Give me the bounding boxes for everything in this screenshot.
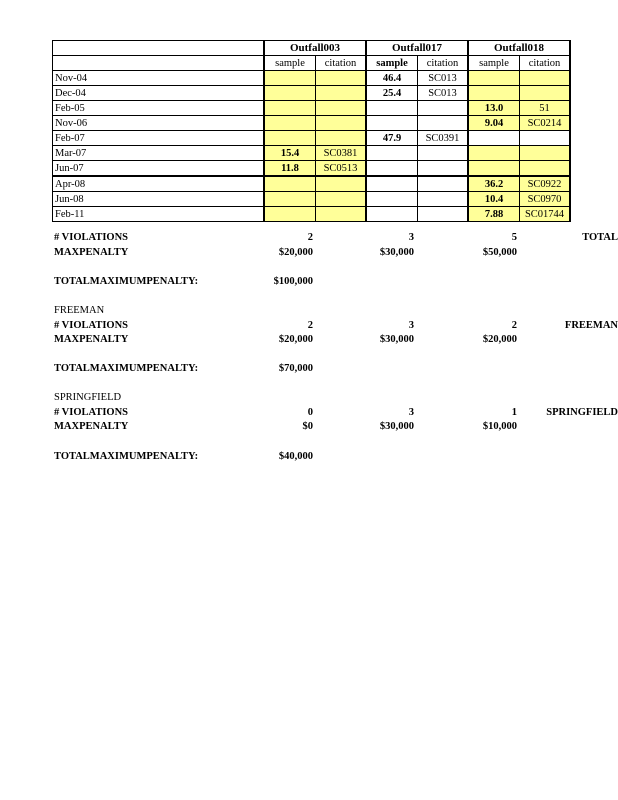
total-max-penalty-label: TOTALMAXIMUMPENALTY: bbox=[54, 451, 199, 462]
sample-cell-outfall017 bbox=[366, 101, 418, 116]
date-header-cell bbox=[53, 56, 265, 71]
citation-cell-outfall017 bbox=[418, 116, 469, 131]
violations-outfall018: 2 bbox=[511, 320, 517, 331]
sample-cell-outfall017 bbox=[366, 176, 418, 192]
total-max-penalty-label: TOTALMAXIMUMPENALTY: bbox=[54, 363, 199, 374]
sample-cell-outfall017 bbox=[366, 146, 418, 161]
sample-cell-outfall018 bbox=[468, 131, 520, 146]
citation-cell-outfall018 bbox=[520, 146, 571, 161]
total-max-penalty-label: TOTALMAXIMUMPENALTY: bbox=[54, 276, 199, 287]
date-cell: Nov-04 bbox=[53, 71, 265, 86]
sample-header-1: sample bbox=[366, 56, 418, 71]
penalty-outfall018: $10,000 bbox=[482, 421, 517, 432]
sample-cell-outfall018: 9.04 bbox=[468, 116, 520, 131]
citation-cell-outfall018 bbox=[520, 131, 571, 146]
sample-cell-outfall003: 11.8 bbox=[264, 161, 316, 177]
violations-outfall003: 2 bbox=[307, 320, 313, 331]
sample-cell-outfall003 bbox=[264, 207, 316, 222]
violations-outfall018: 1 bbox=[511, 407, 517, 418]
table-row bbox=[53, 101, 571, 116]
corner-cell bbox=[53, 41, 265, 56]
citation-cell-outfall017: SC013 bbox=[418, 86, 469, 101]
sample-cell-outfall017: 46.4 bbox=[366, 71, 418, 86]
citation-cell-outfall018 bbox=[520, 161, 571, 177]
header-row-columns bbox=[53, 56, 571, 71]
citation-cell-outfall017 bbox=[418, 207, 469, 222]
citation-cell-outfall018 bbox=[520, 86, 571, 101]
springfield-violations-row bbox=[0, 407, 618, 421]
violations-label: # VIOLATIONS bbox=[54, 232, 129, 243]
violations-label: # VIOLATIONS bbox=[54, 407, 129, 418]
penalty-outfall018: $50,000 bbox=[482, 247, 517, 258]
violations-outfall017: 3 bbox=[408, 232, 414, 243]
total-max-penalty-value: $100,000 bbox=[273, 276, 313, 287]
date-cell: Jun-07 bbox=[53, 161, 265, 177]
citation-cell-outfall017 bbox=[418, 161, 469, 177]
freeman-heading: FREEMAN bbox=[54, 305, 105, 316]
sample-cell-outfall003 bbox=[264, 101, 316, 116]
sample-cell-outfall003 bbox=[264, 86, 316, 101]
sample-cell-outfall003 bbox=[264, 176, 316, 192]
violations-outfall018: 5 bbox=[511, 232, 517, 243]
sample-cell-outfall017 bbox=[366, 207, 418, 222]
date-cell: Nov-06 bbox=[53, 116, 265, 131]
total-penalty-row bbox=[0, 247, 618, 261]
freeman-total-row bbox=[0, 363, 618, 377]
total-max-penalty-value: $70,000 bbox=[278, 363, 313, 374]
penalty-label: MAXPENALTY bbox=[54, 247, 129, 258]
sample-cell-outfall018: 13.0 bbox=[468, 101, 520, 116]
date-cell: Apr-08 bbox=[53, 176, 265, 192]
sample-cell-outfall018: 10.4 bbox=[468, 192, 520, 207]
citation-cell-outfall017: SC0391 bbox=[418, 131, 469, 146]
violations-side-label: SPRINGFIELD bbox=[546, 407, 618, 418]
sample-cell-outfall003 bbox=[264, 192, 316, 207]
citation-cell-outfall018: SC0970 bbox=[520, 192, 571, 207]
date-cell: Feb-07 bbox=[53, 131, 265, 146]
citation-cell-outfall003 bbox=[316, 71, 367, 86]
sample-cell-outfall017: 25.4 bbox=[366, 86, 418, 101]
outfall-header-0: Outfall003 bbox=[264, 41, 366, 56]
table-row bbox=[53, 192, 571, 207]
citation-cell-outfall003 bbox=[316, 131, 367, 146]
total-max-penalty-value: $40,000 bbox=[278, 451, 313, 462]
sample-cell-outfall017: 47.9 bbox=[366, 131, 418, 146]
violations-side-label: FREEMAN bbox=[564, 320, 618, 331]
table-row bbox=[53, 86, 571, 101]
date-cell: Dec-04 bbox=[53, 86, 265, 101]
sample-header-0: sample bbox=[264, 56, 316, 71]
sample-cell-outfall018 bbox=[468, 71, 520, 86]
citation-cell-outfall003 bbox=[316, 101, 367, 116]
table-row bbox=[53, 146, 571, 161]
freeman-penalty-row bbox=[0, 334, 618, 348]
citation-cell-outfall018 bbox=[520, 71, 571, 86]
table-row bbox=[53, 116, 571, 131]
sample-cell-outfall018: 36.2 bbox=[468, 176, 520, 192]
sample-cell-outfall018 bbox=[468, 161, 520, 177]
outfall-header-1: Outfall017 bbox=[366, 41, 468, 56]
penalty-outfall003: $0 bbox=[302, 421, 313, 432]
sample-cell-outfall017 bbox=[366, 161, 418, 177]
citation-cell-outfall018: SC01744 bbox=[520, 207, 571, 222]
violations-outfall003: 2 bbox=[307, 232, 313, 243]
sample-cell-outfall003 bbox=[264, 71, 316, 86]
sample-header-2: sample bbox=[468, 56, 520, 71]
citation-cell-outfall003: SC0513 bbox=[316, 161, 367, 177]
penalty-outfall003: $20,000 bbox=[278, 334, 313, 345]
table-row bbox=[53, 71, 571, 86]
sample-cell-outfall018 bbox=[468, 86, 520, 101]
citation-header-0: citation bbox=[316, 56, 367, 71]
citation-cell-outfall018: SC0922 bbox=[520, 176, 571, 192]
violations-outfall003: 0 bbox=[307, 407, 313, 418]
freeman-heading-row bbox=[0, 305, 618, 319]
springfield-heading-row bbox=[0, 392, 618, 406]
table-row bbox=[53, 207, 571, 222]
citation-cell-outfall017 bbox=[418, 146, 469, 161]
citation-cell-outfall018: SC0214 bbox=[520, 116, 571, 131]
penalty-outfall017: $30,000 bbox=[379, 421, 414, 432]
penalty-outfall017: $30,000 bbox=[379, 334, 414, 345]
citation-cell-outfall003 bbox=[316, 192, 367, 207]
sample-cell-outfall003 bbox=[264, 116, 316, 131]
penalty-outfall003: $20,000 bbox=[278, 247, 313, 258]
table-row bbox=[53, 131, 571, 146]
outfall-header-2: Outfall018 bbox=[468, 41, 570, 56]
citation-header-1: citation bbox=[418, 56, 469, 71]
date-cell: Mar-07 bbox=[53, 146, 265, 161]
table-row bbox=[53, 161, 571, 177]
citation-cell-outfall003 bbox=[316, 116, 367, 131]
date-cell: Feb-05 bbox=[53, 101, 265, 116]
citation-cell-outfall003 bbox=[316, 176, 367, 192]
total-violations-row bbox=[0, 232, 618, 246]
header-row-outfalls bbox=[53, 41, 571, 56]
violations-side-label: TOTAL bbox=[582, 232, 618, 243]
sample-cell-outfall018: 7.88 bbox=[468, 207, 520, 222]
penalty-label: MAXPENALTY bbox=[54, 421, 129, 432]
outfall-sample-table bbox=[52, 40, 571, 222]
citation-cell-outfall017 bbox=[418, 101, 469, 116]
penalty-outfall017: $30,000 bbox=[379, 247, 414, 258]
citation-cell-outfall003 bbox=[316, 86, 367, 101]
violations-outfall017: 3 bbox=[408, 407, 414, 418]
citation-header-2: citation bbox=[520, 56, 571, 71]
citation-cell-outfall017: SC013 bbox=[418, 71, 469, 86]
freeman-violations-row bbox=[0, 320, 618, 334]
citation-cell-outfall017 bbox=[418, 176, 469, 192]
violations-outfall017: 3 bbox=[408, 320, 414, 331]
violations-label: # VIOLATIONS bbox=[54, 320, 129, 331]
total-max-penalty-row bbox=[0, 276, 618, 290]
springfield-total-row bbox=[0, 451, 618, 465]
springfield-heading: SPRINGFIELD bbox=[54, 392, 122, 403]
citation-cell-outfall018: 51 bbox=[520, 101, 571, 116]
sample-cell-outfall003: 15.4 bbox=[264, 146, 316, 161]
table-row bbox=[53, 176, 571, 192]
citation-cell-outfall003 bbox=[316, 207, 367, 222]
sample-cell-outfall003 bbox=[264, 131, 316, 146]
penalty-outfall018: $20,000 bbox=[482, 334, 517, 345]
date-cell: Jun-08 bbox=[53, 192, 265, 207]
sample-cell-outfall018 bbox=[468, 146, 520, 161]
citation-cell-outfall017 bbox=[418, 192, 469, 207]
citation-cell-outfall003: SC0381 bbox=[316, 146, 367, 161]
penalty-label: MAXPENALTY bbox=[54, 334, 129, 345]
springfield-penalty-row bbox=[0, 421, 618, 435]
sample-cell-outfall017 bbox=[366, 192, 418, 207]
date-cell: Feb-11 bbox=[53, 207, 265, 222]
sample-cell-outfall017 bbox=[366, 116, 418, 131]
